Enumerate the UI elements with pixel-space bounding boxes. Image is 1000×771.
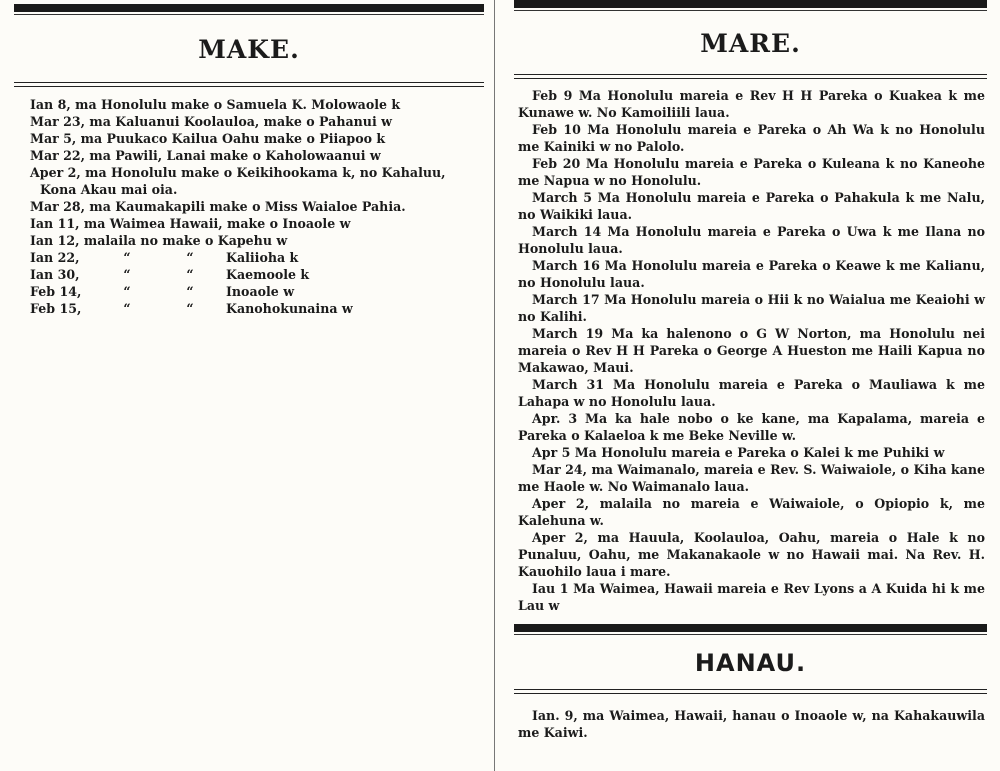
make-entry: Mar 23, ma Kaluanui Koolauloa, make o Pahanui w <box>30 114 392 129</box>
make-entry: Ian 12, malaila no make o Kapehu w <box>30 233 288 248</box>
make-entry: Mar 5, ma Puukaco Kailua Oahu make o Piiapoo k <box>30 131 386 146</box>
mare-entry: Feb 20 Ma Honolulu mareia e Pareka o Kuleana k no Kaneohe me Napua w no Honolulu. <box>518 156 985 188</box>
ditto-mark: “ <box>186 267 194 282</box>
mare-entry: March 5 Ma Honolulu mareia e Pareka o Pahakula k me Nalu, no Waikiki laua. <box>518 190 985 222</box>
hanau-entry: Ian. 9, ma Waimea, Hawaii, hanau o Inoaole w, na Kahakauwila me Kaiwi. <box>518 708 985 740</box>
make-heading-rule <box>14 82 484 87</box>
ditto-date: Ian 22, <box>30 250 80 265</box>
mare-heading-rule <box>514 74 987 79</box>
ditto-date: Ian 30, <box>30 267 80 282</box>
mare-entry: Iau 1 Ma Waimea, Hawaii mareia e Rev Lyons a A Kuida hi k me Lau w <box>518 581 985 613</box>
mare-entry: Mar 24, ma Waimanalo, mareia e Rev. S. Waiwaiole, o Kiha kane me Haole w. No Waimanalo laua. <box>518 462 985 494</box>
make-entries <box>14 96 484 317</box>
mare-entry: March 19 Ma ka halenono o G W Norton, ma Honolulu nei mareia o Rev H H Pareka o George A Hueston me Haili Kapua no Makawao, Maui. <box>518 326 985 375</box>
hanau-heading: HANAU. <box>694 649 807 677</box>
make-ditto-row <box>30 300 482 317</box>
ditto-name: Kanohokunaina w <box>226 301 353 316</box>
make-column <box>14 0 484 317</box>
mare-entry: Feb 9 Ma Honolulu mareia e Rev H H Pareka o Kuakea k me Kunawe w. No Kamoiliili laua. <box>518 88 985 120</box>
ditto-mark: “ <box>123 250 131 265</box>
ditto-mark: “ <box>123 301 131 316</box>
ditto-name: Kaliioha k <box>226 250 299 265</box>
ditto-mark: “ <box>186 301 194 316</box>
mare-entry: Aper 2, ma Hauula, Koolauloa, Oahu, mareia o Hale k no Punaluu, Oahu, me Makanakaole w no Hawaii mai. Na Rev. H. Kauohilo laua i mare. <box>518 530 985 579</box>
ditto-mark: “ <box>123 267 131 282</box>
top-thin-rule <box>514 10 987 11</box>
section-rule <box>514 624 987 632</box>
make-ditto-row <box>30 249 482 266</box>
mare-column <box>514 0 987 741</box>
make-entry: Aper 2, ma Honolulu make o Keikihookama k, no Kahaluu, <box>30 165 446 180</box>
make-entry: Mar 28, ma Kaumakapili make o Miss Waialoe Pahia. <box>30 199 406 214</box>
make-entry: Mar 22, ma Pawili, Lanai make o Kaholowaanui w <box>30 148 381 163</box>
make-entry: Ian 11, ma Waimea Hawaii, make o Inoaole w <box>30 216 351 231</box>
make-entry-continuation: Kona Akau mai oia. <box>40 182 178 197</box>
top-thin-rule <box>14 14 484 15</box>
hanau-entries <box>514 707 987 741</box>
top-rule <box>514 0 987 8</box>
mare-entry: March 17 Ma Honolulu mareia o Hii k no Waialua me Keaiohi w no Kalihi. <box>518 292 985 324</box>
mare-entry: March 16 Ma Honolulu mareia e Pareka o Keawe k me Kalianu, no Honolulu laua. <box>518 258 985 290</box>
hanau-heading-rule <box>514 689 987 694</box>
ditto-name: Inoaole w <box>226 284 295 299</box>
ditto-mark: “ <box>186 284 194 299</box>
make-entry: Ian 8, ma Honolulu make o Samuela K. Molowaole k <box>30 97 401 112</box>
mare-entry: March 31 Ma Honolulu mareia e Pareka o Mauliawa k me Lahapa w no Honolulu laua. <box>518 377 985 409</box>
mare-entry: Apr 5 Ma Honolulu mareia e Pareka o Kalei k me Puhiki w <box>532 445 945 460</box>
mare-entry: Apr. 3 Ma ka hale nobo o ke kane, ma Kapalama, mareia e Pareka o Kalaeloa k me Beke Neville w. <box>518 411 985 443</box>
mare-entries <box>514 87 987 614</box>
column-divider <box>494 0 495 771</box>
mare-heading: MARE. <box>700 29 801 58</box>
mare-entry: Aper 2, malaila no mareia e Waiwaiole, o Opiopio k, me Kalehuna w. <box>518 496 985 528</box>
make-ditto-row <box>30 266 482 283</box>
ditto-date: Feb 15, <box>30 301 82 316</box>
make-ditto-row <box>30 283 482 300</box>
ditto-name: Kaemoole k <box>226 267 310 282</box>
mare-entry: March 14 Ma Honolulu mareia e Pareka o Uwa k me Ilana no Honolulu laua. <box>518 224 985 256</box>
ditto-mark: “ <box>186 250 194 265</box>
section-thin-rule <box>514 634 987 635</box>
ditto-date: Feb 14, <box>30 284 82 299</box>
make-heading: MAKE. <box>198 35 300 64</box>
mare-entry: Feb 10 Ma Honolulu mareia e Pareka o Ah Wa k no Honolulu me Kainiki w no Palolo. <box>518 122 985 154</box>
top-rule <box>14 4 484 12</box>
ditto-mark: “ <box>123 284 131 299</box>
